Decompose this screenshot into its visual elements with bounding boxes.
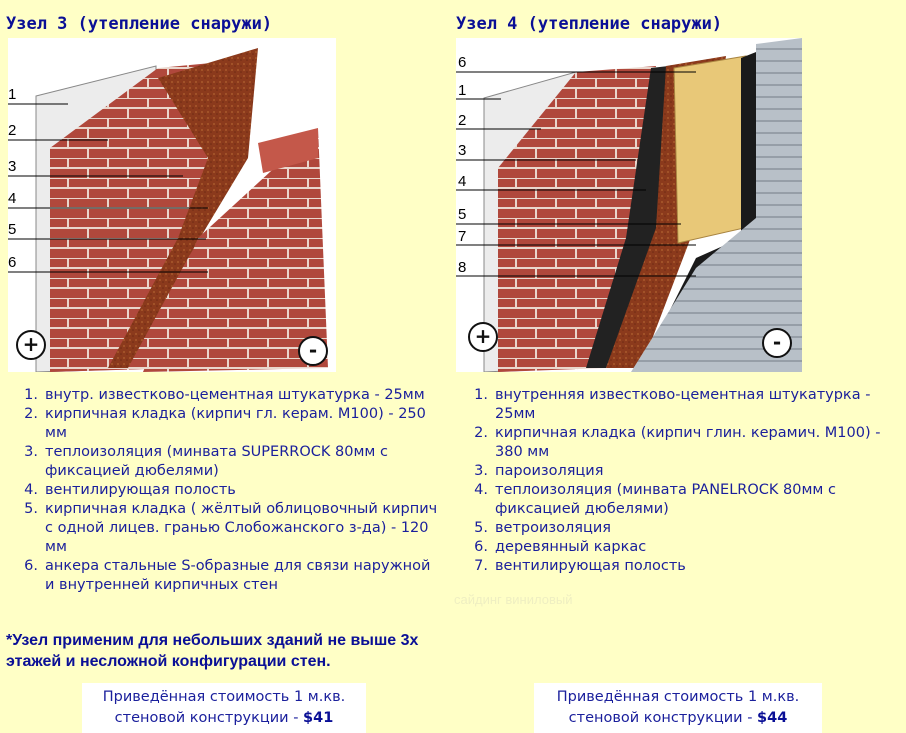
list-item: 5. кирпичная кладка ( жёлтый облицовочный кирпич с одной лицев. гранью Слобожанского з-да) - 120 мм [24,501,438,555]
list-item: 2. кирпичная кладка (кирпич гл. керам. М100) - 250 мм [24,406,426,441]
node-4-callout-2: 2 [458,112,467,129]
node-3-zoom-in-button[interactable]: + [16,330,46,360]
list-item: 3. пароизоляция [474,463,604,479]
node-4-price-value: $44 [757,710,788,726]
node-3-price-box [82,683,366,733]
node-3-layer-list [18,386,438,595]
node-3-zoom-out-button[interactable]: - [298,336,328,366]
node-3-price-line-1: Приведённая стоимость 1 м.кв. [102,689,346,705]
node-4-callout-4: 4 [458,173,467,190]
node-4-callout-7: 7 [458,228,467,245]
node-4-callout-5: 5 [458,206,467,223]
node-4-zoom-out-button[interactable]: - [762,328,792,358]
node-3-callout-2: 2 [8,122,17,139]
node-4-callout-3: 3 [458,142,467,159]
node-4-hidden-list-item: сайдинг виниловый [454,592,573,607]
node-3-price-value: $41 [303,710,334,726]
list-item: 7. вентилирующая полость [474,558,686,574]
list-item: 1. внутренняя известково-цементная штукатурка - 25мм [474,387,871,422]
node-3-applicability-note: *Узел применим для небольших зданий не выше 3х этажей и несложной конфигурации стен. [6,632,419,670]
node-3-callout-1: 1 [8,86,17,103]
node-3-callout-5: 5 [8,221,17,238]
list-item: 6. анкера стальные S-образные для связи наружной и внутренней кирпичных стен [24,558,431,593]
node-4-diagram [456,38,802,372]
list-item: 4. теплоизоляция (минвата PANELROCK 80мм с фиксацией дюбелями) [474,482,836,517]
list-item: 6. деревянный каркас [474,539,647,555]
node-4-zoom-in-button[interactable]: + [468,322,498,352]
node-3-diagram [8,38,336,372]
list-item: 2. кирпичная кладка (кирпич глин. керамич. М100) - 380 мм [474,425,881,460]
list-item: 3. теплоизоляция (минвата SUPERROCK 80мм с фиксацией дюбелями) [24,444,388,479]
node-4-price-box [534,683,822,733]
node-3-callout-4: 4 [8,190,17,207]
node-4-callout-layer [456,38,802,372]
node-4-callout-1: 1 [458,82,467,99]
node-3-callout-3: 3 [8,158,17,175]
node-4-title: Узел 4 (утепление снаружи) [456,14,723,34]
node-4-layer-list [468,386,906,576]
node-3-callout-layer [8,38,336,372]
list-item: 1. внутр. известково-цементная штукатурка - 25мм [24,387,425,403]
list-item: 5. ветроизоляция [474,520,611,536]
list-item: 4. вентилирующая полость [24,482,236,498]
node-4-price-line-1: Приведённая стоимость 1 м.кв. [556,689,800,705]
node-4-callout-8: 8 [458,259,467,276]
node-3-title: Узел 3 (утепление снаружи) [6,14,273,34]
node-3-price-line-2: стеновой конструкции - $41 [114,710,334,726]
node-4-price-line-2: стеновой конструкции - $44 [568,710,788,726]
node-3-callout-6: 6 [8,254,17,271]
node-4-callout-6: 6 [458,54,467,71]
